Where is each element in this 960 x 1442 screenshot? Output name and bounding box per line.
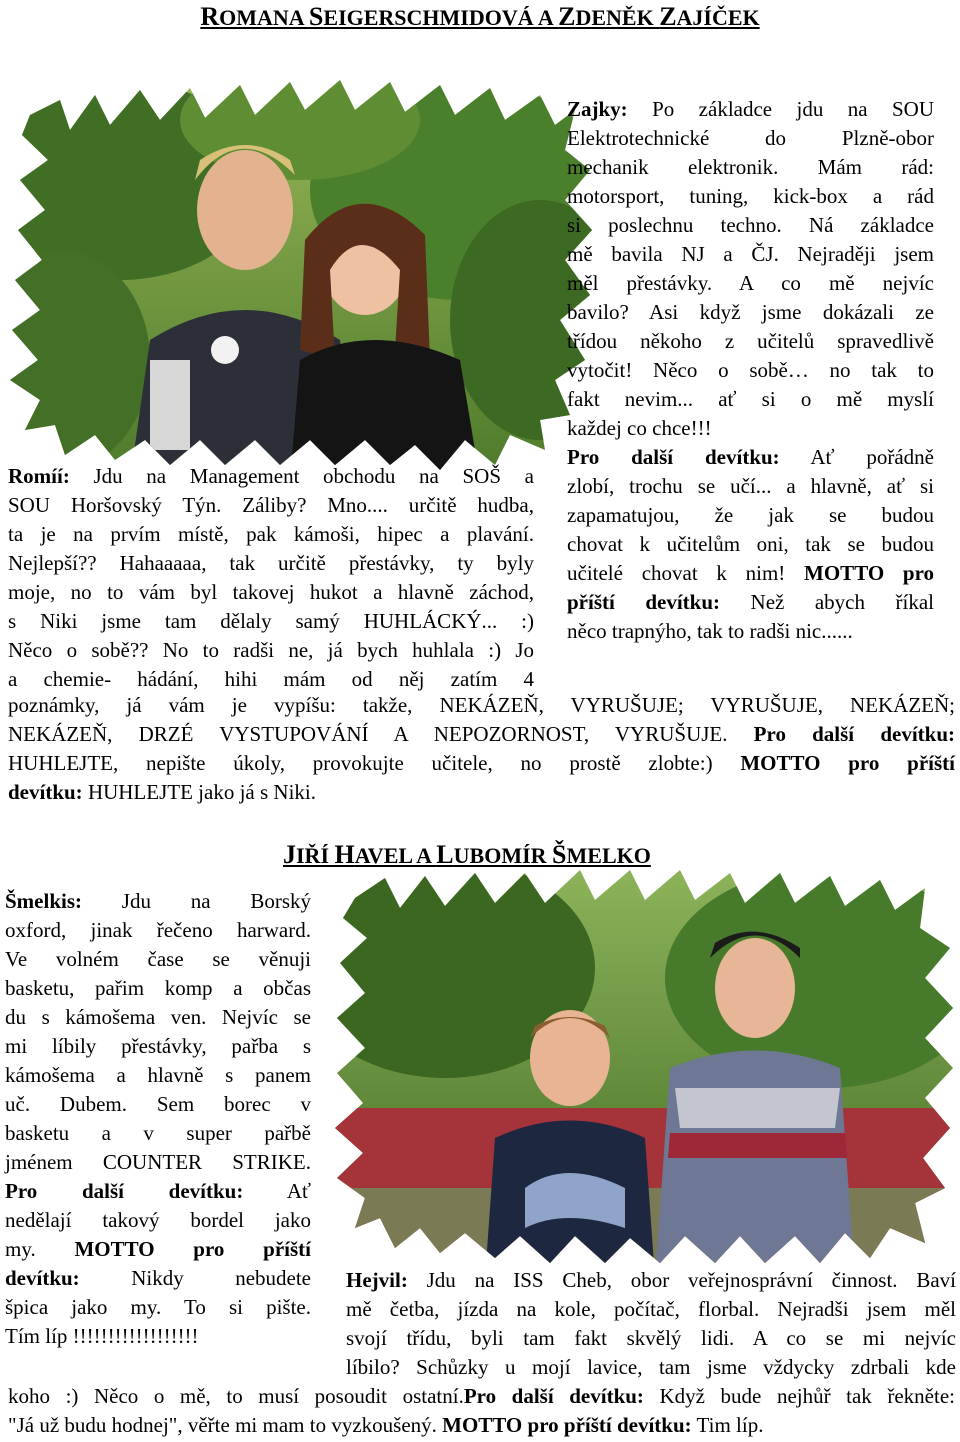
text-span: vytočit! Něco o sobě… no tak to [567,358,934,382]
bold-label: MOTTO pro příští [740,751,955,775]
title-part: MELKO [566,843,651,868]
text-span: Ať pořádně [779,445,934,469]
text-span: "Já už budu hodnej", věřte mi mam to vyzkoušený. [8,1413,443,1437]
text-span: líbilo? Schůzky u mojí lavice, tam jsme vždycky zdrbali kde [346,1355,956,1379]
hejvil-line [346,1294,956,1324]
text-span: jménem COUNTER STRIKE. [5,1150,311,1174]
smelkis-line [5,1060,311,1090]
title-initial: Z [659,2,677,31]
romii-line [8,635,534,665]
text-span: svojí třídu, byli tam fakt skvělý lidi. A co se mi nejvíc [346,1326,956,1350]
romii-text [8,461,534,701]
title-part: UBOMÍR [453,843,553,868]
title-initial: L [436,840,454,869]
text-span: Elektrotechnické do Plzně-obor [567,126,934,150]
text-span: zlobí, trochu se učí... a hlavně, ať si [567,474,934,498]
romii-line [8,548,534,578]
text-span: HUHLEJTE, nepište úkoly, provokujte učitele, no prostě zlobte:) [8,751,741,775]
bold-label: MOTTO pro [804,561,935,585]
smelkis-line [5,973,311,1003]
text-span: uč. Dubem. Sem borec v [5,1092,311,1116]
zajky-line [567,471,934,501]
title-part: AJÍČEK [676,5,760,30]
text-span: Ať [243,1179,312,1203]
romii-line [8,490,534,520]
title-part: IŘÍ [296,843,335,868]
text-span: motorsport, tuning, kick-box a rád [567,184,934,208]
smelkis-line [5,1118,311,1148]
text-span: bavilo? Asi když jsme dokázali ze [567,300,934,324]
zajky-text [567,94,934,664]
text-span: špica jako my. To si pište. [5,1295,311,1319]
smelkis-line [5,1089,311,1119]
text-span: koho :) Něco o mě, to musí posoudit ostatní. [8,1384,464,1408]
title-initial: R [200,2,220,31]
full-line [8,690,955,720]
couple-photo [0,60,600,480]
text-span: Ve volném čase se věnuji [5,947,311,971]
text-span: Když bude nejhůř tak řekněte: [643,1384,955,1408]
text-span: basketu, pařim komp a občas [5,976,311,1000]
text-span: mě bavila NJ a ČJ. Nejraději jsem [567,242,934,266]
text-span: Nejlepší?? Hahaaaaa, tak určitě přestávky, ty byly [8,551,534,575]
zajky-line [567,94,934,124]
bold-label: Hejvil: [346,1268,408,1292]
zajky-line [567,500,934,530]
text-span: učitelé chovat k nim! [567,561,805,585]
title-initial: H [334,840,355,869]
romii-line [8,519,534,549]
bold-label: Romíí: [8,464,70,488]
zajky-line [567,239,934,269]
zajky-line [567,152,934,182]
smelkis-line [5,1002,311,1032]
smelkis-line [5,1321,311,1351]
bold-label: devítku: [5,1266,80,1290]
zajky-line [567,558,934,588]
romii-line [8,461,534,491]
text-span: a chemie- hádání, hihi mám od něj zatím 4 [8,667,534,691]
text-span: s Niki jsme tam dělaly samý HUHLÁCKÝ... :) [8,609,534,633]
section1-full-text [8,690,955,810]
bold-label: příští devítku: [567,590,721,614]
zajky-line [567,210,934,240]
text-span: my. [5,1237,75,1261]
hejvil-text [346,1265,956,1385]
text-span: mechanik elektronik. Mám rád: [567,155,934,179]
text-span: si poslechnu techno. Ná základce [567,213,934,237]
smelkis-line [5,1234,311,1264]
text-span: Než abych říkal [720,590,934,614]
bold-label: Zajky: [567,97,628,121]
bold-label: MOTTO pro příští [74,1237,311,1261]
smelkis-line [5,944,311,974]
smelkis-line [5,1292,311,1322]
bold-label: Pro další devítku: [5,1179,244,1203]
bold-label: Pro další devítku: [463,1384,644,1408]
zajky-line [567,326,934,356]
full-line [8,748,955,778]
zajky-line [567,384,934,414]
text-span: Nikdy nebudete [79,1266,311,1290]
zajky-line [567,413,934,443]
zajky-line [567,181,934,211]
hejvil-line [346,1323,956,1353]
full-line [8,719,955,749]
text-span: poznámky, já vám je vypíšu: takže, NEKÁZEŇ, VYRUŠUJE; VYRUŠUJE, NEKÁZEŇ; [8,693,955,717]
text-span: NEKÁZEŇ, DRZÉ VYSTUPOVÁNÍ A NEPOZORNOST, VYRUŠUJE. [8,722,754,746]
text-span: Jdu na Borský [82,889,311,913]
bold-label: Šmelkis: [5,889,83,913]
text-span: měl přestávky. A co mě nejvíc [567,271,934,295]
smelkis-line [5,1205,311,1235]
zajky-line [567,442,934,472]
title-initial: Z [558,2,576,31]
text-span: chovat k učitelům oni, tak se budou [567,532,934,556]
text-span: zapamatujou, že jak se budou [567,503,934,527]
bold-label: Pro další devítku: [753,722,955,746]
zajky-line [567,297,934,327]
text-span: mě četba, jízda na kole, počítač, florbal. Nejradši jsem měl [346,1297,956,1321]
text-span: třídou někoho z učitelů spravedlivě [567,329,934,353]
title-part: AVEL A [354,843,437,868]
title-initial: S [308,2,324,31]
bold-label: Pro další devítku: [567,445,780,469]
full-line [8,777,955,807]
bold-label: MOTTO pro příští devítku: [442,1413,692,1437]
smelkis-line [5,1147,311,1177]
text-span: mi líbily přestávky, pařba s [5,1034,311,1058]
text-span: něco trapnýho, tak to radši nic...... [567,619,853,643]
title-initial: J [283,840,296,869]
text-span: každej co chce!!! [567,416,712,440]
zajky-line [567,616,934,646]
section1-title [0,2,960,32]
text-span: nedělají takový bordel jako [5,1208,311,1232]
smelkis-line [5,915,311,945]
text-span: basketu a v super pařbě [5,1121,311,1145]
romii-line [8,577,534,607]
smelkis-line [5,886,311,916]
hejvil-line [346,1265,956,1295]
smelkis-line [5,1263,311,1293]
text-span: fakt nevim... ať si o mě myslí [567,387,934,411]
title-part: OMANA [219,5,309,30]
title-part: EIGERSCHMIDOVÁ A [323,5,559,30]
section2-full-text [8,1381,955,1441]
text-span: HUHLEJTE jako já s Niki. [82,780,316,804]
title-initial: Š [552,840,567,869]
smelkis-line [5,1176,311,1206]
text-span: Jdu na ISS Cheb, obor veřejnosprávní činnost. Baví [407,1268,956,1292]
text-span: Něco o sobě?? No to radši ne, já bych huhlala :) Jo [8,638,534,662]
zajky-line [567,123,934,153]
text-span: oxford, jinak řečeno harward. [5,918,311,942]
text-span: Po základce jdu na SOU [627,97,934,121]
text-span: Jdu na Management obchodu na SOŠ a [69,464,534,488]
text-span: SOU Horšovský Týn. Záliby? Mno.... určitě hudba, [8,493,534,517]
text-span: Tím líp !!!!!!!!!!!!!!!!!! [5,1324,199,1348]
zajky-line [567,355,934,385]
zajky-line [567,529,934,559]
smelkis-line [5,1031,311,1061]
title-part: DENĚK [575,5,660,30]
text-span: Tim líp. [691,1413,764,1437]
text-span: du s kámošema ven. Nejvíc se [5,1005,311,1029]
full-line [8,1410,955,1440]
zajky-line [567,587,934,617]
smelkis-text [5,886,311,1356]
zajky-line [567,268,934,298]
text-span: kámošema a hlavně s panem [5,1063,311,1087]
bold-label: devítku: [8,780,83,804]
boys-photo [325,858,960,1278]
text-span: ta je na prvím místě, pak kámoši, hipec a plavání. [8,522,534,546]
text-span: moje, no to vám byl takovej hukot a hlavně záchod, [8,580,534,604]
romii-line [8,606,534,636]
full-line [8,1381,955,1411]
hejvil-line [346,1352,956,1382]
